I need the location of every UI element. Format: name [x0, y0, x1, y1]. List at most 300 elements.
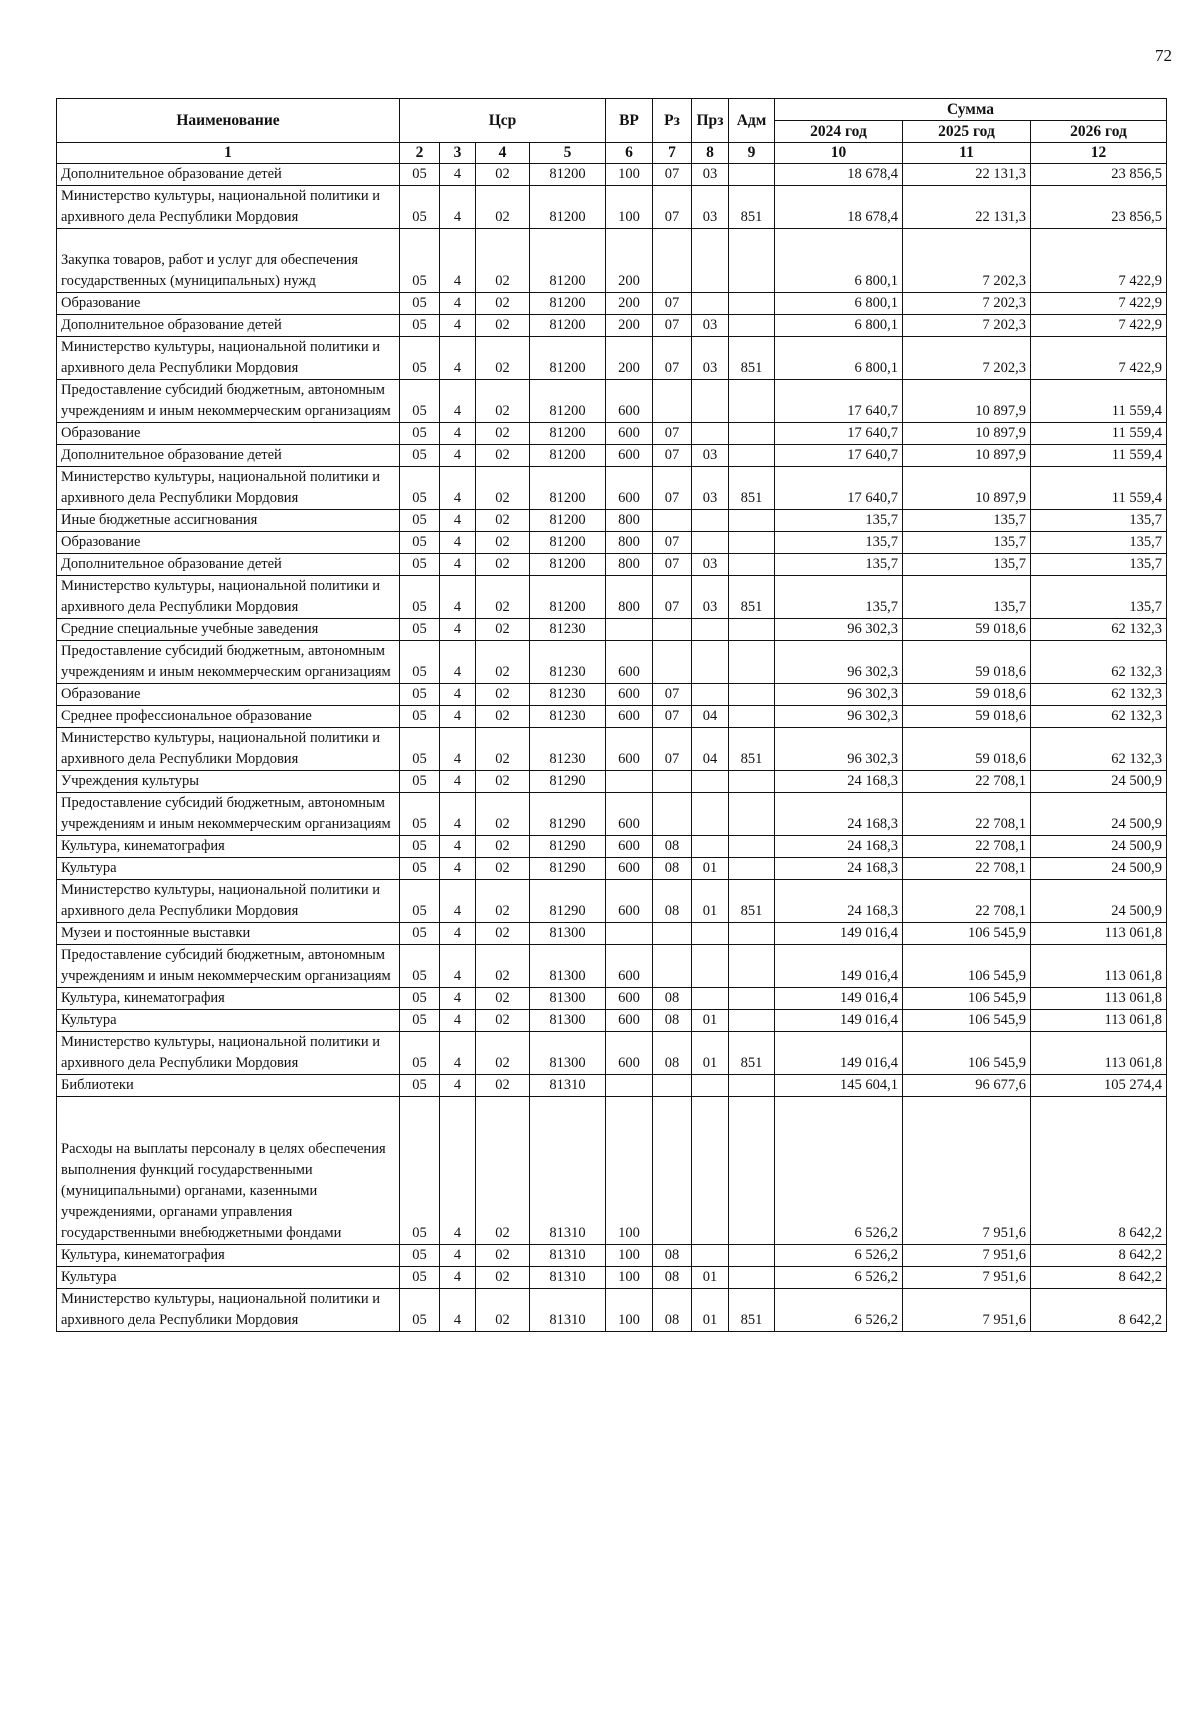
cell-prz [692, 1075, 729, 1097]
cell-csr-2: 4 [440, 532, 476, 554]
table-row [57, 880, 1167, 923]
cell-csr-3: 02 [476, 467, 530, 510]
cell-name: Культура [57, 1010, 400, 1032]
cell-2025: 7 951,6 [903, 1289, 1031, 1332]
cell-vr: 600 [606, 1032, 653, 1075]
cell-csr-2: 4 [440, 1075, 476, 1097]
cell-csr-3: 02 [476, 229, 530, 293]
cell-adm: 851 [729, 880, 775, 923]
cell-2024: 149 016,4 [775, 1032, 903, 1075]
table-row [57, 836, 1167, 858]
cell-adm [729, 923, 775, 945]
cell-rz [653, 945, 692, 988]
cell-csr-2: 4 [440, 293, 476, 315]
cell-csr-4: 81200 [530, 229, 606, 293]
cell-csr-3: 02 [476, 1289, 530, 1332]
cell-adm [729, 1010, 775, 1032]
cell-prz: 03 [692, 445, 729, 467]
cell-vr: 200 [606, 229, 653, 293]
cell-2024: 6 526,2 [775, 1289, 903, 1332]
cell-csr-4: 81200 [530, 510, 606, 532]
cell-csr-4: 81200 [530, 445, 606, 467]
cell-rz: 07 [653, 467, 692, 510]
cell-csr-4: 81230 [530, 619, 606, 641]
cell-prz [692, 988, 729, 1010]
cell-adm [729, 554, 775, 576]
cell-csr-2: 4 [440, 988, 476, 1010]
cell-2024: 135,7 [775, 532, 903, 554]
cell-2026: 135,7 [1031, 532, 1167, 554]
cell-2026: 105 274,4 [1031, 1075, 1167, 1097]
cell-csr-3: 02 [476, 945, 530, 988]
cell-2025: 106 545,9 [903, 1010, 1031, 1032]
cell-2025: 7 951,6 [903, 1245, 1031, 1267]
cell-csr-2: 4 [440, 836, 476, 858]
cell-csr-1: 05 [400, 186, 440, 229]
cell-2025: 22 708,1 [903, 771, 1031, 793]
cell-csr-1: 05 [400, 836, 440, 858]
cell-2025: 22 131,3 [903, 186, 1031, 229]
cell-name: Расходы на выплаты персоналу в целях обеспечения выполнения функций государственными (муниципальными) органами, казенными учреждениями, органами управления государственными внебюджетными фондами [57, 1097, 400, 1245]
cell-prz: 03 [692, 576, 729, 619]
cell-2025: 106 545,9 [903, 988, 1031, 1010]
cell-name: Дополнительное образование детей [57, 445, 400, 467]
cell-2025: 7 951,6 [903, 1097, 1031, 1245]
cell-rz: 07 [653, 532, 692, 554]
cell-csr-1: 05 [400, 229, 440, 293]
cell-2025: 22 131,3 [903, 164, 1031, 186]
cell-name: Библиотеки [57, 1075, 400, 1097]
cell-name: Дополнительное образование детей [57, 315, 400, 337]
cell-2025: 7 202,3 [903, 337, 1031, 380]
cell-2026: 24 500,9 [1031, 771, 1167, 793]
cell-csr-3: 02 [476, 1075, 530, 1097]
header-year-2025: 2025 год [903, 121, 1031, 143]
table-row [57, 858, 1167, 880]
cell-rz: 07 [653, 706, 692, 728]
cell-csr-2: 4 [440, 554, 476, 576]
cell-name: Образование [57, 423, 400, 445]
cell-adm [729, 293, 775, 315]
cell-adm [729, 1075, 775, 1097]
cell-prz: 01 [692, 1010, 729, 1032]
cell-name: Образование [57, 532, 400, 554]
cell-2024: 24 168,3 [775, 880, 903, 923]
cell-prz [692, 684, 729, 706]
header-vr: ВР [606, 99, 653, 143]
cell-2025: 96 677,6 [903, 1075, 1031, 1097]
cell-adm [729, 164, 775, 186]
cell-2026: 62 132,3 [1031, 706, 1167, 728]
cell-adm [729, 988, 775, 1010]
cell-2026: 7 422,9 [1031, 229, 1167, 293]
cell-csr-4: 81200 [530, 467, 606, 510]
cell-2025: 7 202,3 [903, 315, 1031, 337]
cell-vr: 100 [606, 164, 653, 186]
cell-name: Культура, кинематография [57, 988, 400, 1010]
cell-csr-4: 81290 [530, 880, 606, 923]
cell-name: Музеи и постоянные выставки [57, 923, 400, 945]
cell-name: Учреждения культуры [57, 771, 400, 793]
cell-csr-2: 4 [440, 1267, 476, 1289]
cell-adm [729, 229, 775, 293]
table-row [57, 1267, 1167, 1289]
cell-vr: 200 [606, 315, 653, 337]
cell-prz [692, 923, 729, 945]
cell-2026: 8 642,2 [1031, 1267, 1167, 1289]
cell-csr-2: 4 [440, 576, 476, 619]
cell-prz [692, 619, 729, 641]
cell-csr-4: 81230 [530, 684, 606, 706]
cell-adm [729, 510, 775, 532]
cell-csr-1: 05 [400, 554, 440, 576]
cell-vr: 600 [606, 445, 653, 467]
cell-csr-2: 4 [440, 186, 476, 229]
column-number: 3 [440, 143, 476, 164]
cell-rz [653, 771, 692, 793]
cell-2025: 22 708,1 [903, 793, 1031, 836]
cell-csr-1: 05 [400, 793, 440, 836]
cell-csr-4: 81300 [530, 988, 606, 1010]
cell-adm [729, 858, 775, 880]
cell-name: Дополнительное образование детей [57, 164, 400, 186]
cell-csr-2: 4 [440, 728, 476, 771]
cell-csr-1: 05 [400, 880, 440, 923]
cell-2025: 10 897,9 [903, 380, 1031, 423]
budget-table [56, 98, 1167, 1332]
header-year-2024: 2024 год [775, 121, 903, 143]
header-prz: Прз [692, 99, 729, 143]
cell-2026: 62 132,3 [1031, 684, 1167, 706]
cell-vr: 600 [606, 380, 653, 423]
cell-vr: 100 [606, 1097, 653, 1245]
cell-2026: 7 422,9 [1031, 315, 1167, 337]
cell-vr [606, 1075, 653, 1097]
cell-vr: 800 [606, 510, 653, 532]
cell-adm: 851 [729, 576, 775, 619]
cell-vr: 600 [606, 728, 653, 771]
cell-2024: 149 016,4 [775, 1010, 903, 1032]
table-row [57, 510, 1167, 532]
cell-csr-3: 02 [476, 988, 530, 1010]
table-body [57, 164, 1167, 1332]
column-number: 8 [692, 143, 729, 164]
cell-2026: 11 559,4 [1031, 423, 1167, 445]
cell-csr-3: 02 [476, 771, 530, 793]
cell-vr: 100 [606, 1245, 653, 1267]
cell-rz: 07 [653, 684, 692, 706]
table-row [57, 1075, 1167, 1097]
cell-csr-2: 4 [440, 684, 476, 706]
cell-csr-4: 81310 [530, 1245, 606, 1267]
cell-csr-4: 81200 [530, 423, 606, 445]
cell-prz [692, 380, 729, 423]
cell-2024: 17 640,7 [775, 423, 903, 445]
cell-2024: 135,7 [775, 510, 903, 532]
cell-prz: 01 [692, 880, 729, 923]
cell-vr: 600 [606, 684, 653, 706]
cell-2024: 149 016,4 [775, 945, 903, 988]
cell-rz [653, 1075, 692, 1097]
cell-rz: 07 [653, 186, 692, 229]
cell-prz [692, 945, 729, 988]
cell-name: Образование [57, 293, 400, 315]
cell-2025: 59 018,6 [903, 728, 1031, 771]
cell-csr-2: 4 [440, 923, 476, 945]
cell-prz: 03 [692, 186, 729, 229]
header-sum: Сумма [775, 99, 1167, 121]
cell-2026: 11 559,4 [1031, 445, 1167, 467]
cell-csr-2: 4 [440, 467, 476, 510]
cell-rz [653, 1097, 692, 1245]
table-row [57, 706, 1167, 728]
cell-vr: 600 [606, 836, 653, 858]
cell-adm [729, 380, 775, 423]
cell-csr-1: 05 [400, 684, 440, 706]
table-row [57, 923, 1167, 945]
cell-name: Министерство культуры, национальной политики и архивного дела Республики Мордовия [57, 186, 400, 229]
cell-vr [606, 771, 653, 793]
cell-prz: 03 [692, 554, 729, 576]
cell-2026: 135,7 [1031, 510, 1167, 532]
cell-adm [729, 836, 775, 858]
cell-adm [729, 706, 775, 728]
cell-name: Предоставление субсидий бюджетным, автономным учреждениям и иным некоммерческим организациям [57, 945, 400, 988]
table-row [57, 684, 1167, 706]
cell-csr-3: 02 [476, 337, 530, 380]
cell-csr-4: 81200 [530, 186, 606, 229]
cell-2026: 7 422,9 [1031, 337, 1167, 380]
cell-csr-1: 05 [400, 445, 440, 467]
cell-csr-4: 81200 [530, 164, 606, 186]
cell-csr-1: 05 [400, 706, 440, 728]
cell-csr-3: 02 [476, 706, 530, 728]
column-number: 9 [729, 143, 775, 164]
cell-name: Министерство культуры, национальной политики и архивного дела Республики Мордовия [57, 467, 400, 510]
cell-2026: 113 061,8 [1031, 923, 1167, 945]
table-row [57, 793, 1167, 836]
cell-vr: 100 [606, 186, 653, 229]
cell-name: Закупка товаров, работ и услуг для обеспечения государственных (муниципальных) нужд [57, 229, 400, 293]
cell-rz: 07 [653, 293, 692, 315]
cell-vr: 600 [606, 988, 653, 1010]
cell-name: Образование [57, 684, 400, 706]
column-number: 11 [903, 143, 1031, 164]
cell-2025: 59 018,6 [903, 641, 1031, 684]
cell-adm [729, 793, 775, 836]
cell-csr-3: 02 [476, 164, 530, 186]
table-row [57, 164, 1167, 186]
cell-2024: 6 800,1 [775, 315, 903, 337]
cell-2025: 135,7 [903, 576, 1031, 619]
cell-2024: 96 302,3 [775, 706, 903, 728]
cell-name: Министерство культуры, национальной политики и архивного дела Республики Мордовия [57, 1032, 400, 1075]
cell-csr-4: 81290 [530, 793, 606, 836]
cell-vr [606, 619, 653, 641]
cell-2025: 135,7 [903, 510, 1031, 532]
cell-csr-4: 81310 [530, 1075, 606, 1097]
cell-csr-2: 4 [440, 229, 476, 293]
cell-2026: 23 856,5 [1031, 164, 1167, 186]
header-adm: Адм [729, 99, 775, 143]
cell-2025: 7 951,6 [903, 1267, 1031, 1289]
cell-prz: 01 [692, 1267, 729, 1289]
cell-2024: 145 604,1 [775, 1075, 903, 1097]
column-number: 12 [1031, 143, 1167, 164]
cell-name: Среднее профессиональное образование [57, 706, 400, 728]
table-row [57, 554, 1167, 576]
header-year-2026: 2026 год [1031, 121, 1167, 143]
cell-2024: 6 800,1 [775, 337, 903, 380]
cell-2026: 135,7 [1031, 576, 1167, 619]
cell-adm: 851 [729, 467, 775, 510]
cell-2026: 113 061,8 [1031, 945, 1167, 988]
cell-csr-2: 4 [440, 793, 476, 836]
cell-vr: 600 [606, 945, 653, 988]
cell-prz [692, 532, 729, 554]
cell-csr-2: 4 [440, 771, 476, 793]
cell-csr-2: 4 [440, 164, 476, 186]
table-row [57, 423, 1167, 445]
cell-2026: 135,7 [1031, 554, 1167, 576]
cell-prz [692, 1097, 729, 1245]
cell-name: Министерство культуры, национальной политики и архивного дела Республики Мордовия [57, 728, 400, 771]
cell-2024: 6 526,2 [775, 1097, 903, 1245]
cell-2025: 106 545,9 [903, 1032, 1031, 1075]
cell-2025: 59 018,6 [903, 706, 1031, 728]
cell-csr-3: 02 [476, 293, 530, 315]
cell-csr-1: 05 [400, 771, 440, 793]
cell-csr-3: 02 [476, 793, 530, 836]
cell-name: Министерство культуры, национальной политики и архивного дела Республики Мордовия [57, 576, 400, 619]
cell-vr: 200 [606, 293, 653, 315]
cell-adm [729, 315, 775, 337]
cell-name: Культура [57, 858, 400, 880]
table-row [57, 1245, 1167, 1267]
cell-2024: 6 800,1 [775, 229, 903, 293]
cell-name: Культура [57, 1267, 400, 1289]
cell-csr-3: 02 [476, 186, 530, 229]
table-row [57, 988, 1167, 1010]
cell-csr-3: 02 [476, 619, 530, 641]
cell-csr-3: 02 [476, 1267, 530, 1289]
cell-csr-4: 81290 [530, 771, 606, 793]
cell-csr-4: 81230 [530, 706, 606, 728]
table-row [57, 1010, 1167, 1032]
cell-adm [729, 532, 775, 554]
cell-csr-4: 81300 [530, 923, 606, 945]
cell-csr-3: 02 [476, 554, 530, 576]
column-number: 2 [400, 143, 440, 164]
cell-2026: 113 061,8 [1031, 1010, 1167, 1032]
cell-vr: 600 [606, 1010, 653, 1032]
cell-2024: 18 678,4 [775, 186, 903, 229]
cell-csr-1: 05 [400, 337, 440, 380]
cell-2025: 22 708,1 [903, 880, 1031, 923]
cell-adm: 851 [729, 186, 775, 229]
cell-csr-2: 4 [440, 945, 476, 988]
table-row [57, 229, 1167, 293]
cell-vr: 600 [606, 793, 653, 836]
cell-prz: 03 [692, 337, 729, 380]
cell-2024: 149 016,4 [775, 923, 903, 945]
cell-2026: 24 500,9 [1031, 858, 1167, 880]
table-row [57, 445, 1167, 467]
cell-adm [729, 945, 775, 988]
cell-csr-1: 05 [400, 641, 440, 684]
cell-adm: 851 [729, 1289, 775, 1332]
cell-csr-4: 81300 [530, 1010, 606, 1032]
cell-prz [692, 293, 729, 315]
cell-prz [692, 771, 729, 793]
cell-2025: 10 897,9 [903, 445, 1031, 467]
cell-name: Иные бюджетные ассигнования [57, 510, 400, 532]
cell-vr: 600 [606, 858, 653, 880]
column-number: 6 [606, 143, 653, 164]
cell-prz: 01 [692, 858, 729, 880]
cell-adm: 851 [729, 728, 775, 771]
cell-name: Средние специальные учебные заведения [57, 619, 400, 641]
cell-prz: 03 [692, 164, 729, 186]
cell-name: Министерство культуры, национальной политики и архивного дела Республики Мордовия [57, 337, 400, 380]
header-name: Наименование [57, 99, 400, 143]
cell-csr-2: 4 [440, 337, 476, 380]
cell-name: Дополнительное образование детей [57, 554, 400, 576]
cell-prz: 04 [692, 706, 729, 728]
cell-adm [729, 619, 775, 641]
cell-csr-1: 05 [400, 576, 440, 619]
cell-csr-1: 05 [400, 423, 440, 445]
table-row [57, 576, 1167, 619]
cell-adm: 851 [729, 1032, 775, 1075]
cell-2026: 113 061,8 [1031, 988, 1167, 1010]
cell-2024: 6 526,2 [775, 1245, 903, 1267]
cell-adm [729, 423, 775, 445]
cell-csr-2: 4 [440, 706, 476, 728]
cell-csr-1: 05 [400, 1245, 440, 1267]
cell-csr-2: 4 [440, 880, 476, 923]
cell-rz: 08 [653, 880, 692, 923]
cell-vr: 600 [606, 706, 653, 728]
cell-csr-3: 02 [476, 684, 530, 706]
cell-rz: 08 [653, 1010, 692, 1032]
cell-rz: 07 [653, 164, 692, 186]
table-row [57, 315, 1167, 337]
table-row [57, 1097, 1167, 1245]
table-row [57, 467, 1167, 510]
cell-csr-3: 02 [476, 858, 530, 880]
cell-csr-2: 4 [440, 1289, 476, 1332]
cell-2026: 62 132,3 [1031, 619, 1167, 641]
cell-csr-3: 02 [476, 836, 530, 858]
header-csr: Цср [400, 99, 606, 143]
cell-csr-3: 02 [476, 1010, 530, 1032]
cell-2024: 24 168,3 [775, 771, 903, 793]
cell-csr-2: 4 [440, 1032, 476, 1075]
page-number: 72 [1155, 46, 1172, 65]
cell-prz [692, 793, 729, 836]
cell-adm [729, 1267, 775, 1289]
cell-csr-1: 05 [400, 1010, 440, 1032]
table-row [57, 1032, 1167, 1075]
cell-prz [692, 641, 729, 684]
table-row [57, 619, 1167, 641]
cell-rz [653, 793, 692, 836]
cell-vr: 800 [606, 576, 653, 619]
cell-2026: 11 559,4 [1031, 380, 1167, 423]
cell-rz [653, 229, 692, 293]
cell-csr-1: 05 [400, 619, 440, 641]
